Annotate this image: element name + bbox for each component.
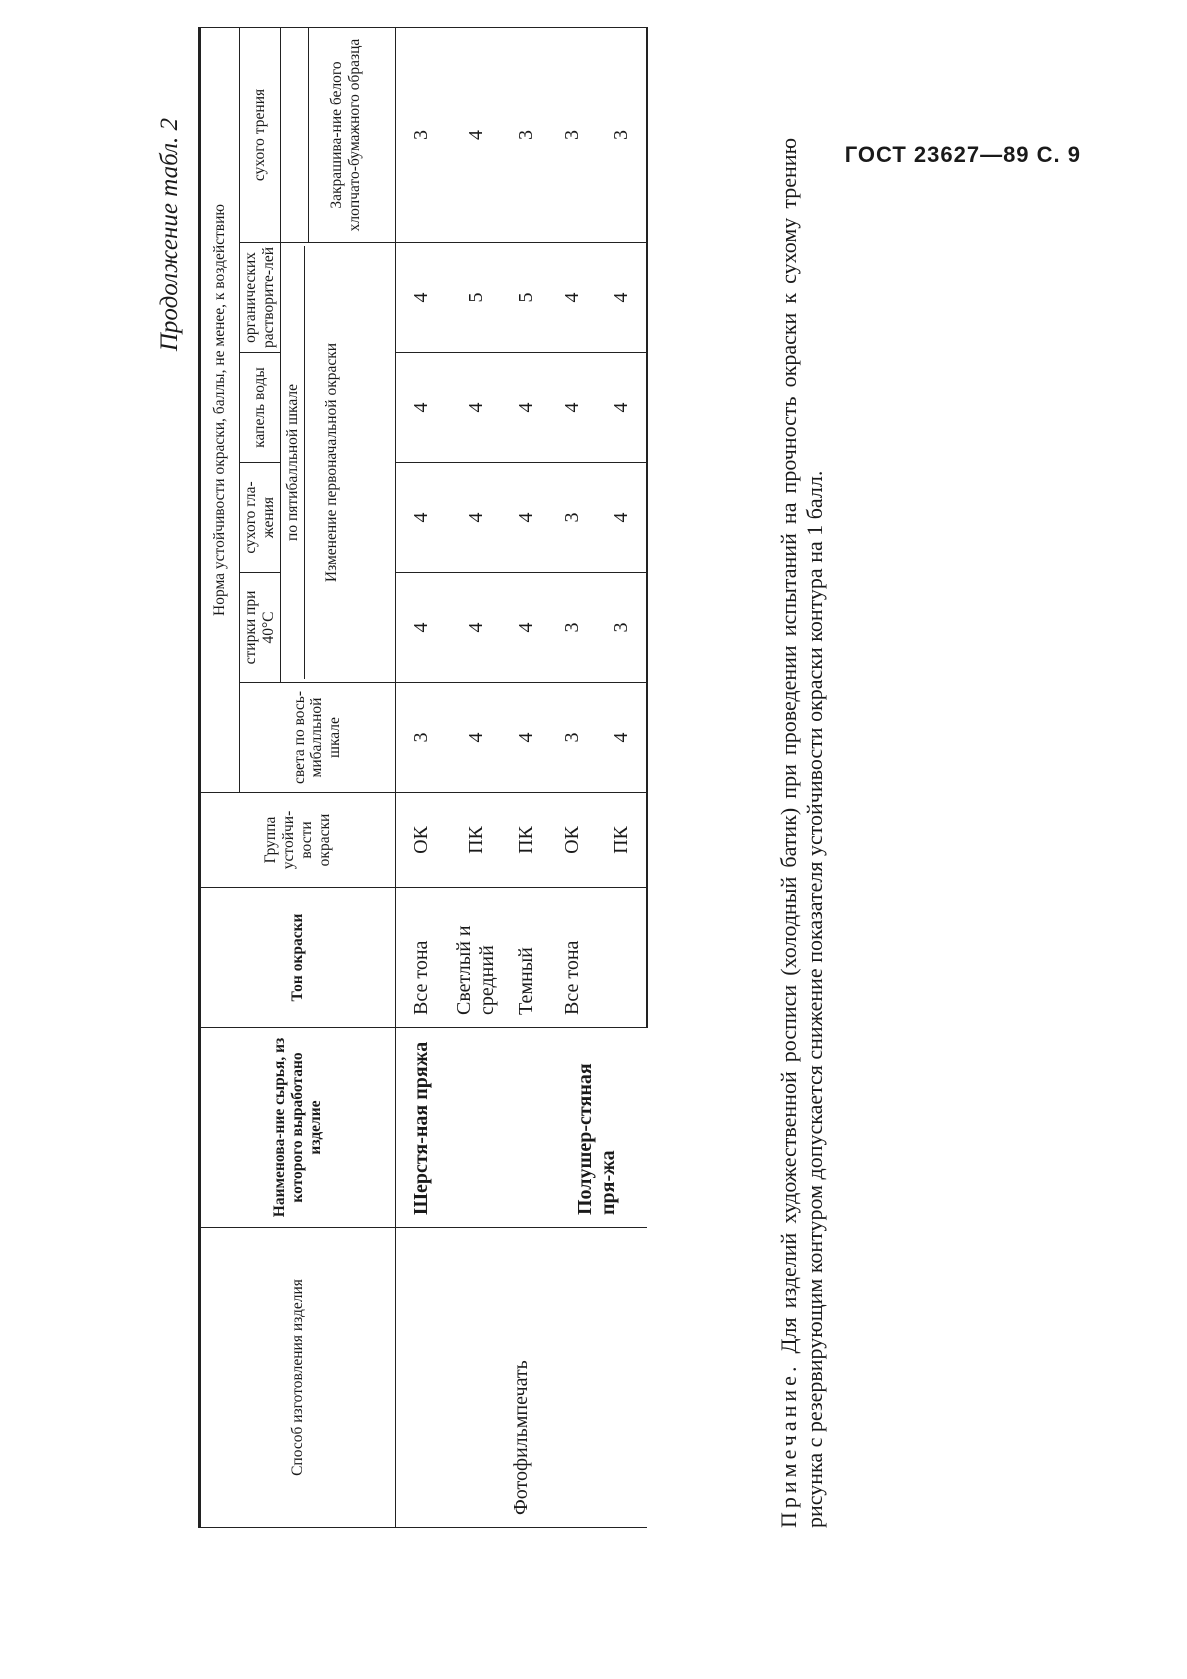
ironing-row-5: 4 [597, 463, 647, 573]
rubbing-row-1: 3 [395, 27, 447, 242]
header-water: капель воды [240, 353, 281, 463]
note-text: Для изделий художественной росписи (холодный батик) при проведении испытаний на прочность окраски к сухому трению рисунка с резервирующим контуром допускается снижение показателя устойчивости окраски контура на 1 балл. [776, 138, 827, 1528]
table-caption: Продолжение табл. 2 [156, 118, 183, 352]
rubbing-row-5: 3 [597, 27, 647, 242]
light-row-4: 3 [547, 683, 597, 793]
solvents-row-4: 4 [547, 243, 597, 353]
group-row-4: ОК [547, 793, 597, 888]
tone-row-1: Все тона [395, 888, 447, 1028]
group-row-5: ПК [597, 793, 647, 888]
solvents-row-3: 5 [505, 243, 547, 353]
material-row-2 [447, 1028, 505, 1228]
tone-row-5 [597, 888, 647, 1028]
header-group: Группа устойчи-вости окраски [200, 793, 396, 888]
header-method: Способ изготовления изделия [200, 1228, 396, 1528]
header-change: Изменение первоначальной окраски [323, 342, 341, 583]
group-row-1: ОК [395, 793, 447, 888]
header-tone: Тон окраски [200, 888, 396, 1028]
solvents-row-5: 4 [597, 243, 647, 353]
rubbing-row-2: 4 [447, 27, 505, 242]
rotated-page [156, 38, 916, 1558]
material-row-1: Шерстя-ная пряжа [395, 1028, 447, 1228]
ironing-row-4: 3 [547, 463, 597, 573]
light-row-1: 3 [395, 683, 447, 793]
rubbing-row-3: 3 [505, 27, 547, 242]
header-five-scale: по пятибалльной шкале [281, 246, 306, 679]
wash-row-1: 4 [395, 573, 447, 683]
header-solvents: органических растворите-лей [240, 243, 281, 353]
header-staining: Закрашива-ние белого хлопчато-бумажного образца [328, 38, 363, 232]
wash-row-5: 3 [597, 573, 647, 683]
material-row-4: Полушер-стяная пря-жа [547, 1028, 647, 1228]
page-header: ГОСТ 23627—89 С. 9 [844, 142, 1081, 167]
note-label: Примечание. [776, 1362, 801, 1528]
ironing-row-2: 4 [447, 463, 505, 573]
note-paragraph [776, 138, 828, 1528]
header-rubbing-sub [280, 27, 395, 242]
water-row-1: 4 [395, 353, 447, 463]
light-row-2: 4 [447, 683, 505, 793]
tone-row-3: Темный [505, 888, 547, 1028]
wash-row-2: 4 [447, 573, 505, 683]
header-wash: стирки при 40°С [240, 573, 281, 683]
header-five-scale-tail [308, 28, 325, 242]
ironing-row-1: 4 [395, 463, 447, 573]
solvents-row-1: 4 [395, 243, 447, 353]
light-row-5: 4 [597, 683, 647, 793]
water-row-2: 4 [447, 353, 505, 463]
tone-row-2: Светлый и средний [447, 888, 505, 1028]
water-row-5: 4 [597, 353, 647, 463]
header-ironing: сухого гла-жения [240, 463, 281, 573]
tone-row-4: Все тона [547, 888, 597, 1028]
group-row-3: ПК [505, 793, 547, 888]
ironing-row-3: 4 [505, 463, 547, 573]
group-row-2: ПК [447, 793, 505, 888]
water-row-3: 4 [505, 353, 547, 463]
wash-row-3: 4 [505, 573, 547, 683]
solvents-row-2: 5 [447, 243, 505, 353]
header-rubbing: сухого трения [240, 27, 281, 242]
light-row-3: 4 [505, 683, 547, 793]
wash-row-4: 3 [547, 573, 597, 683]
fastness-table [198, 27, 648, 1528]
rubbing-row-4: 3 [547, 27, 597, 242]
header-material: Наименова-ние сырья, из которого выработано изделие [200, 1028, 396, 1228]
method-value: Фотофильмпечать [395, 1228, 647, 1528]
header-light: света по вось-мибалльной шкале [240, 683, 396, 793]
water-row-4: 4 [547, 353, 597, 463]
material-row-3 [505, 1028, 547, 1228]
header-norm: Норма устойчивости окраски, баллы, не менее, к воздействию [200, 27, 240, 792]
header-five-scale-group [280, 243, 395, 683]
